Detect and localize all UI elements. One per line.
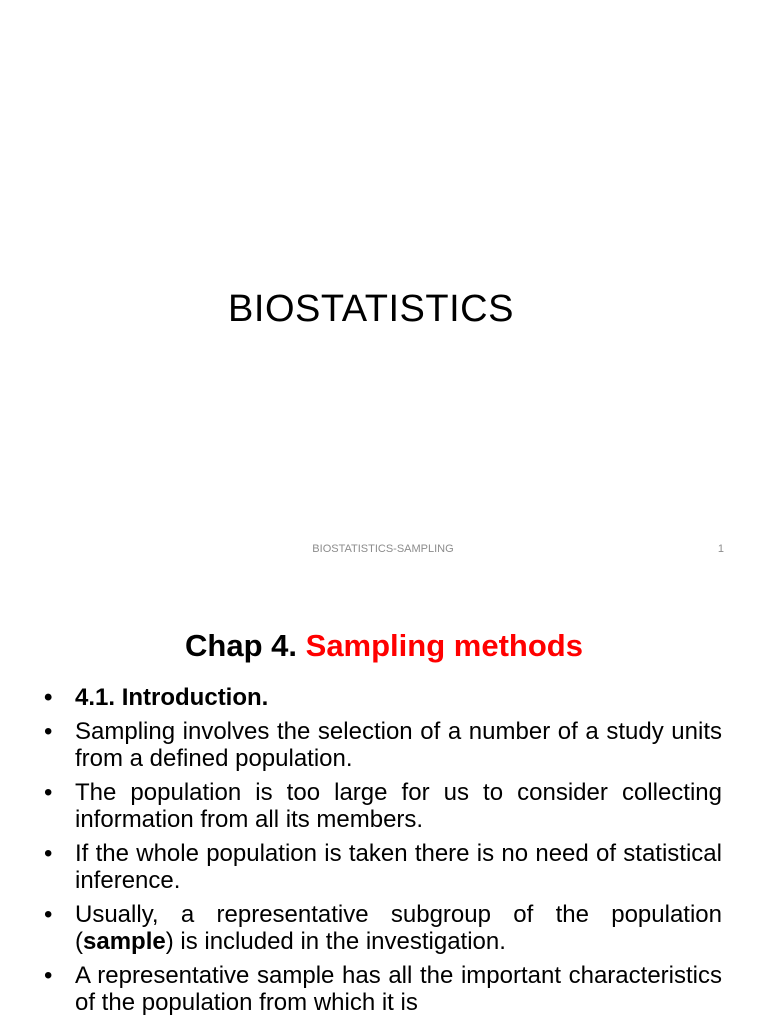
bullet-list	[44, 684, 722, 1023]
list-item-text: If the whole population is taken there is no need of statistical inference.	[75, 840, 722, 894]
list-item-text: Sampling involves the selection of a number of a study units from a defined population.	[75, 718, 722, 772]
slide-page-number: 1	[717, 543, 724, 555]
bullet-icon: •	[44, 779, 53, 806]
slide-title: BIOSTATISTICS	[228, 288, 514, 330]
chapter-title	[0, 628, 768, 664]
list-item-text: 4.1. Introduction.	[75, 684, 269, 711]
slide-footer: BIOSTATISTICS-SAMPLING	[312, 543, 454, 555]
bullet-icon: •	[44, 684, 53, 711]
slide-2	[0, 584, 768, 1024]
bullet-icon: •	[44, 901, 53, 928]
list-item-text: A representative sample has all the important characteristics of the population from which it is	[75, 962, 722, 1016]
list-item-text-after: ) is included in the investigation.	[165, 928, 506, 955]
list-item-text: The population is too large for us to consider collecting information from all its members.	[75, 779, 722, 833]
sample-term: sample	[83, 928, 166, 955]
list-item	[44, 901, 722, 955]
list-item	[44, 718, 722, 772]
list-item	[44, 840, 722, 894]
bullet-icon: •	[44, 718, 53, 745]
list-item	[44, 962, 722, 1016]
chapter-title-prefix: Chap 4.	[185, 628, 306, 663]
list-item	[44, 779, 722, 833]
chapter-title-accent: Sampling methods	[305, 628, 583, 663]
bullet-icon: •	[44, 962, 53, 989]
bullet-icon: •	[44, 840, 53, 867]
list-item	[44, 684, 722, 711]
list-item-text-before: Usually, a representative subgroup of the population (	[75, 901, 722, 955]
